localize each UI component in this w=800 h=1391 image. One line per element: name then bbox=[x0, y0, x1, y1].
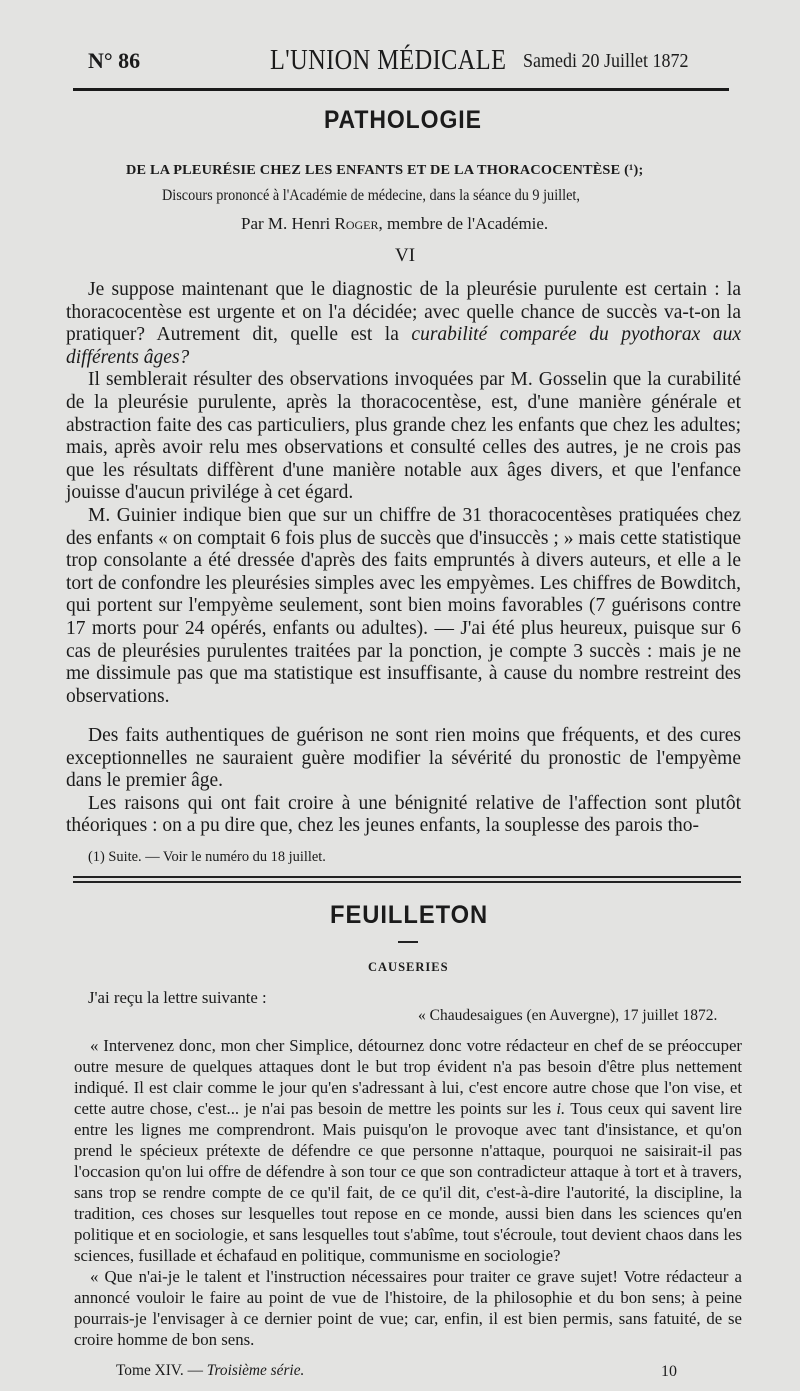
paragraph-italic-text: i. bbox=[556, 1099, 566, 1118]
letter-paragraph: « Que n'ai-je le talent et l'instruction nécessaires pour traiter ce grave sujet! Votre rédacteur a annoncé vouloir le faire au point de vue de l'histoire, de la philosophie et du bon sens; à peine pourrais-je l'envisager à ce dernier point de vue; car, enfin, il est bien permis, sans fatuité, de se croire homme de bon sens. bbox=[74, 1267, 742, 1349]
section-title: PATHOLOGIE bbox=[324, 106, 482, 134]
section-divider bbox=[73, 881, 741, 883]
issue-date: Samedi 20 Juillet 1872 bbox=[523, 50, 689, 72]
author-prefix: Par M. Henri bbox=[241, 214, 335, 233]
letter-place-date: « Chaudesaigues (en Auvergne), 17 juillet 1872. bbox=[418, 1007, 718, 1024]
article-title: DE LA PLEURÉSIE CHEZ LES ENFANTS ET DE LA THORACOCENTÈSE (¹); bbox=[126, 163, 644, 178]
paragraph-text: Tous ceux qui savent lire entre les lignes me comprendront. Mais puisqu'on le provoque avec tant d'insistance, et qu'on prend le spécieux prétexte de défendre ce que personne n'attaque, pourquoi ne saisirait-il pas l'occasion qu'on lui offre de défendre à son tour ce que son contradicteur attaque à tort et à travers, sans trop se rendre compte de ce qu'il fait, de ce qu'il dit, c'est-à-dire l'autorité, la discipline, la tradition, ces choses sur lesquelles tout repose en ce monde, aussi bien dans les sciences qu'en politique et en sociologie, et sans lesquelles tout s'abîme, tout s'écroule, tout devient chaos dans les sciences, fusillade et échafaud en politique, communisme en sociologie? bbox=[74, 1099, 743, 1265]
paragraph-text: Je suppose maintenant que le diagnostic de la pleurésie purulente est certain : la thoracocentèse est urgente et on l'a décidée; avec quelle chance de succès va-t-on la pratiquer? Autrement dit, quelle est la bbox=[66, 279, 741, 346]
series-label: Troisième série. bbox=[206, 1362, 305, 1379]
section-divider bbox=[73, 876, 741, 878]
footnote: (1) Suite. — Voir le numéro du 18 juillet. bbox=[88, 849, 326, 865]
feuilleton-title: FEUILLETON bbox=[330, 901, 489, 929]
header-rule bbox=[73, 88, 729, 91]
paragraph-text: « Intervenez donc, mon cher Simplice, détournez donc votre rédacteur en chef de se préoccuper outre mesure de quelques attaques dont le but trop évident n'a pas besoin d'être plus nettement indiqué. Il est clair comme le jour qu'en s'adressant à lui, c'est encore autre chose que l'on vise, et cette autre chose, c'est... je n'ai pas besoin de mettre les points sur les bbox=[74, 1036, 742, 1118]
author-name: Roger bbox=[334, 214, 379, 233]
author-suffix: , membre de l'Académie. bbox=[378, 214, 549, 233]
letter-body bbox=[74, 1035, 742, 1350]
journal-title: L'UNION MÉDICALE bbox=[270, 44, 507, 76]
article-paragraph: Il semblerait résulter des observations invoquées par M. Gosselin que la curabilité de la pleurésie purulente, après la thoracocentèse, est, d'une manière générale et abstraction faite des cas particuliers, plus grande chez les enfants que chez les adultes; mais, après avoir relu mes observations et consulté celles des autres, je ne crois pas que les résultats diffèrent d'une manière notable aux âges divers, et que l'enfance jouisse d'aucun privilége à cet égard. bbox=[66, 369, 741, 504]
article-subtitle: Discours prononcé à l'Académie de médecine, dans la séance du 9 juillet, bbox=[162, 187, 580, 204]
title-dash bbox=[398, 941, 418, 943]
issue-number: N° 86 bbox=[88, 48, 141, 73]
article-paragraph bbox=[66, 279, 741, 369]
chapter-number: VI bbox=[395, 245, 416, 266]
paragraph-italic-text: curabilité comparée du pyothorax aux différents âges? bbox=[66, 324, 741, 368]
article-author bbox=[241, 214, 548, 234]
article-body-part-1 bbox=[66, 279, 741, 708]
article-paragraph: M. Guinier indique bien que sur un chiffre de 31 thoracocentèses pratiquées chez des enfants « on comptait 6 fois plus de succès que d'insuccès ; » mais cette statistique trop consolante a été dressée d'après des faits empruntés à divers auteurs, et elle a le tort de confondre les pleurésies simples avec les empyèmes. Les chiffres de Bowditch, qui portent sur l'empyème seulement, sont bien moins favorables (7 guérisons contre 17 morts pour 24 opérés, enfants ou adultes). — J'ai été plus heureux, puisque sur 6 cas de pleurésies purulentes traitées par la ponction, je compte 3 succès : mais je ne me dissimule pas que ma statistique est insuffisante, à cause du nombre restreint des observations. bbox=[66, 504, 741, 707]
letter-intro: J'ai reçu la lettre suivante : bbox=[88, 988, 267, 1007]
article-body-part-2 bbox=[66, 725, 741, 838]
article-paragraph: Des faits authentiques de guérison ne sont rien moins que fréquents, et des cures exceptionnelles ne sauraient guère modifier la sévérité du pronostic de l'empyème dans le premier âge. bbox=[66, 725, 741, 792]
letter-paragraph bbox=[74, 1035, 742, 1266]
article-paragraph: Les raisons qui ont fait croire à une bénignité relative de l'affection sont plutôt théoriques : on a pu dire que, chez les jeunes enfants, la souplesse des parois tho- bbox=[66, 792, 741, 837]
volume-label: Tome XIV. — bbox=[116, 1362, 207, 1379]
feuilleton-subtitle: CAUSERIES bbox=[368, 960, 449, 974]
page-number: 10 bbox=[661, 1363, 677, 1380]
volume-info bbox=[116, 1362, 304, 1380]
